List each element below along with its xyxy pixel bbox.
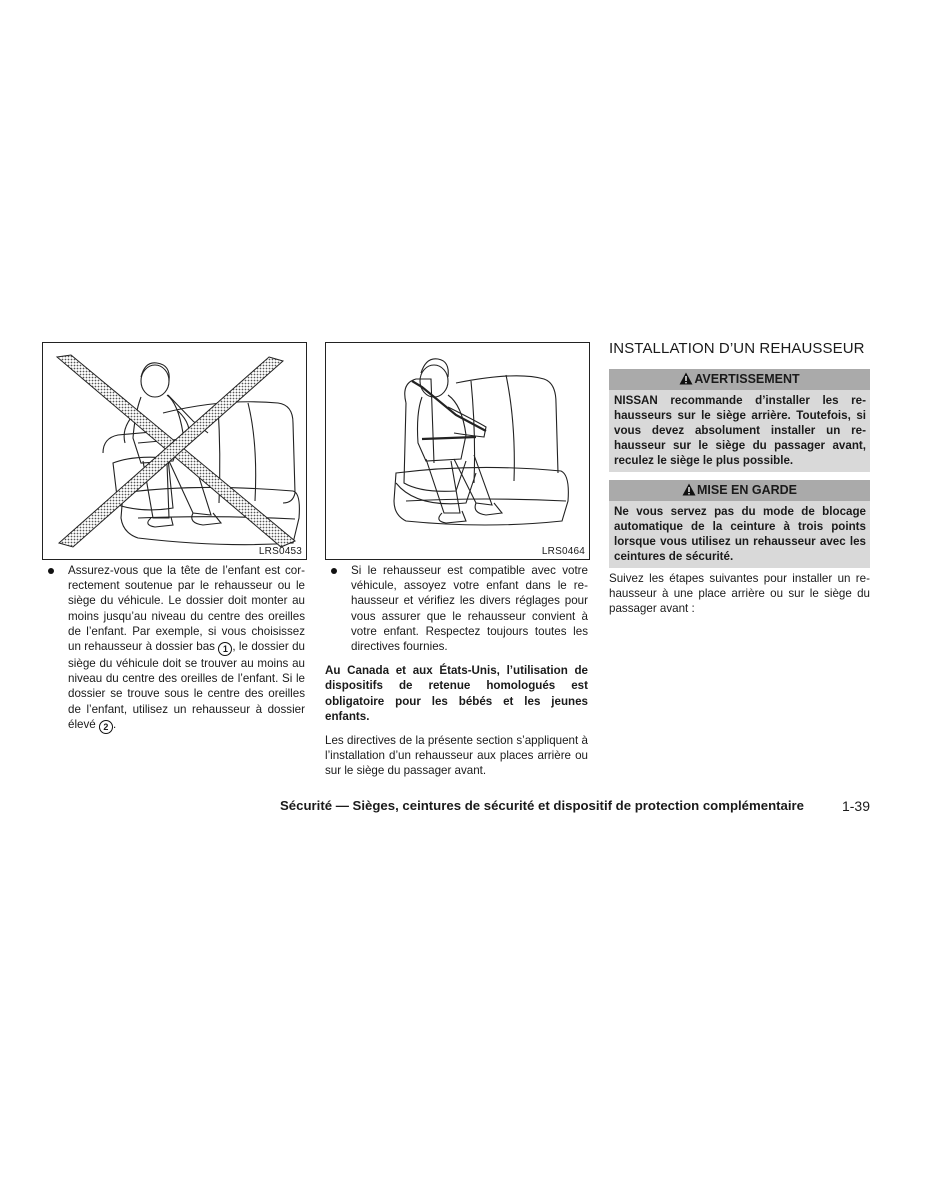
caution-text: Ne vous servez pas du mode de blocage automatique de la ceinture à trois points lorsque vous utilisez un rehausseur avec les ceintures de sécurité.: [614, 505, 866, 563]
caution-header: [609, 480, 870, 501]
column-middle: [325, 563, 588, 779]
bullet-head-support: [42, 563, 305, 734]
figure-booster-correct: [325, 342, 590, 560]
bullet-text: Si le rehausseur est compatible avec votre véhicule, assoyez votre enfant dans le rehausseur et vérifiez les divers réglages pour vous assurer que le rehausseur convient à votre enfant. Respectez toujours toutes les directives fournies.: [351, 564, 588, 654]
column-left: [42, 563, 305, 734]
warning-triangle-icon: [679, 372, 693, 385]
caution-box: [609, 480, 870, 568]
installation-intro: Suivez les étapes suivantes pour installer un rehausseur à une place arrière ou sur le siège du passager avant :: [609, 572, 870, 616]
figure-code: LRS0453: [258, 546, 302, 557]
bullet-text: Assurez-vous que la tête de l’enfant est correctement soutenue par le rehausseur ou le siège du véhicule. Le dossier doit monter au moins jusqu’au niveau du centre des oreilles de l’enfant. Par exemple, si vous choisissez un rehausseur à dossier bas: [68, 564, 305, 654]
warning-triangle-icon: [682, 483, 696, 496]
circled-number-1: 1: [218, 642, 232, 656]
page-number: 1-39: [841, 798, 870, 814]
figure-booster-incorrect: [42, 342, 307, 560]
canada-us-notice: Au Canada et aux États-Unis, l’utilisation de dispositifs de retenue homologués est obligatoire pour les bébés et les jeunes enfants.: [325, 664, 588, 723]
circled-number-2: 2: [99, 720, 113, 734]
section-heading: INSTALLATION D’UN REHAUSSEUR: [609, 340, 865, 357]
warning-header: [609, 369, 870, 390]
figure-code: LRS0464: [541, 546, 585, 557]
warning-title: AVERTISSEMENT: [694, 372, 800, 386]
caution-title: MISE EN GARDE: [696, 483, 797, 497]
child-booster-illustration: [326, 343, 589, 559]
bullet-icon: [331, 568, 337, 574]
bullet-text: , le dossier du siège du véhicule doit se trouver au moins au niveau du centre des oreilles de l’enfant. Si le dossier se trouve sous le centre des oreilles de l’enfant, utilisez un rehausseur à dossier élevé: [68, 640, 305, 731]
warning-box: [609, 369, 870, 472]
instructions-scope: Les directives de la présente section s’appliquent à l’installation d’un rehausseur aux places arrière ou sur le siège du passager avant.: [325, 734, 588, 778]
child-booster-illustration-crossed: [43, 343, 306, 559]
bullet-icon: [48, 568, 54, 574]
bullet-compatible: [325, 563, 588, 654]
footer-title: Sécurité — Sièges, ceintures de sécurité et dispositif de protection complémentaire: [280, 798, 804, 813]
bullet-text: .: [112, 717, 117, 731]
warning-text: NISSAN recommande d’installer les rehausseurs sur le siège arrière. Toutefois, si vous devez absolument installer un rehausseur sur le siège du passager avant, reculez le siège le plus possible.: [614, 394, 866, 467]
page-footer: [280, 798, 870, 813]
